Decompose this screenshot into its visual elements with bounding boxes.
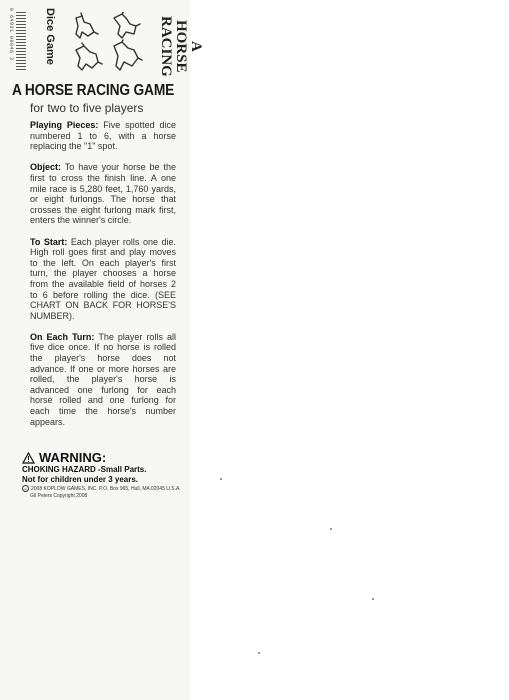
age-warning: Not for children under 3 years. (22, 475, 139, 484)
horse-icon (114, 40, 142, 70)
rule-to-start (30, 237, 176, 322)
rule-body: To have your horse be the first to cross the finish line. A one mile race is 5,280 feet, 1,760 yards, or eight furlongs. The horse that crosses the eight furlong mark first, enters the winner's circle. (30, 162, 176, 226)
title-line-a: A (188, 41, 204, 52)
card-header (8, 4, 204, 80)
horse-icon (76, 13, 98, 38)
horses-illustration (70, 12, 150, 74)
rule-body: The player rolls all five dice once. If no horse is rolled the player's horse does not advance. If one or more horses are rolled, the player's horse is advanced one furlong for each horse rolled and one furlong for each time the horse's number appears. (30, 331, 176, 427)
rule-body: Five spotted dice numbered 1 to 6, with a horse replacing the "1" spot. (30, 120, 176, 152)
horse-icon (114, 12, 140, 38)
copyright-line (22, 485, 192, 493)
copyright-company: 2008 KOPLOW GAMES, INC. P.O. Box 965, Hull, MA 02045 U.S.A. (31, 486, 181, 492)
copyright-author: Gil Peters Copyright 2008 (30, 493, 88, 499)
scan-speck (330, 528, 332, 530)
warning-block (22, 450, 192, 500)
warning-heading (22, 450, 192, 465)
instruction-card (0, 0, 204, 700)
rule-object (30, 162, 176, 226)
dice-game-label: Dice Game (44, 8, 56, 65)
warning-label: WARNING: (39, 450, 107, 465)
scan-speck (258, 652, 260, 654)
rule-playing-pieces (30, 120, 176, 152)
page-title: A HORSE RACING GAME (12, 82, 175, 99)
title-line-racing: RACING (158, 16, 174, 77)
rule-body: Each player rolls one die. High roll goes first and play moves to the left. On each player's first turn, the player chooses a horse from the available field of horses 2 to 6 before rolling the dice. (SEE CHART ON BACK FOR HORSE'S NUMBER). (30, 236, 176, 321)
title-line-horse: HORSE (173, 20, 189, 73)
rule-heading: Playing Pieces: (30, 120, 99, 130)
rule-heading: Object: (30, 162, 62, 173)
rule-heading: On Each Turn: (30, 331, 95, 342)
rules-text (30, 120, 176, 438)
scan-speck (372, 598, 374, 600)
copyright-icon: c (22, 485, 29, 492)
warning-triangle-icon (22, 452, 35, 464)
scan-speck (220, 478, 222, 480)
players-subtitle: for two to five players (30, 101, 144, 115)
barcode-number: 0 64931 00046 3 (8, 8, 14, 61)
rule-each-turn (30, 332, 176, 427)
vertical-title (158, 16, 203, 77)
horse-icon (76, 43, 102, 70)
choking-hazard: CHOKING HAZARD -Small Parts. (22, 465, 147, 474)
barcode (16, 12, 26, 72)
rule-heading: To Start: (30, 236, 68, 247)
